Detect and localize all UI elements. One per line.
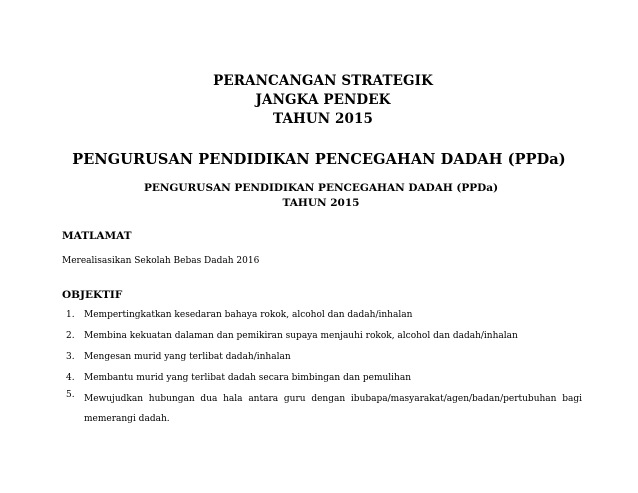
objektif-item — [62, 351, 582, 363]
main-heading: PENGURUSAN PENDIDIKAN PENCEGAHAN DADAH (PPDa) — [72, 151, 566, 168]
sub-heading — [0, 181, 638, 211]
objektif-item — [62, 372, 582, 384]
objektif-item-text: Mewujudkan hubungan dua hala antara guru dengan ibubapa/masyarakat/agen/badan/pertubuhan bagi memerangi dadah. — [84, 394, 582, 424]
objektif-item-text: Mempertingkatkan kesedaran bahaya rokok, alcohol dan dadah/inhalan — [84, 310, 413, 320]
objektif-label: OBJEKTIF — [62, 289, 123, 301]
objektif-item — [62, 309, 582, 321]
objektif-item-number: 5. — [66, 390, 75, 400]
matlamat-label: MATLAMAT — [62, 230, 132, 242]
objektif-item-number: 4. — [66, 373, 75, 383]
title-line-3: TAHUN 2015 — [273, 111, 373, 127]
objektif-item-number: 2. — [66, 331, 75, 341]
objektif-item-number: 3. — [66, 352, 75, 362]
title-line-2: JANGKA PENDEK — [255, 92, 391, 108]
objektif-item — [62, 330, 582, 342]
title-line-1: PERANCANGAN STRATEGIK — [213, 73, 433, 89]
objektif-item-number: 1. — [66, 310, 75, 320]
objektif-item-text: Membina kekuatan dalaman dan pemikiran supaya menjauhi rokok, alcohol dan dadah/inhalan — [84, 331, 518, 341]
document-title — [0, 72, 638, 129]
matlamat-text: Merealisasikan Sekolah Bebas Dadah 2016 — [62, 256, 260, 266]
sub-heading-line-2: TAHUN 2015 — [282, 197, 360, 209]
sub-heading-line-1: PENGURUSAN PENDIDIKAN PENCEGAHAN DADAH (PPDa) — [143, 182, 499, 194]
objektif-list — [62, 309, 582, 438]
objektif-item-text: Mengesan murid yang terlibat dadah/inhalan — [84, 352, 291, 362]
objektif-item-text: Membantu murid yang terlibat dadah secara bimbingan dan pemulihan — [84, 373, 411, 383]
objektif-item — [62, 389, 582, 429]
